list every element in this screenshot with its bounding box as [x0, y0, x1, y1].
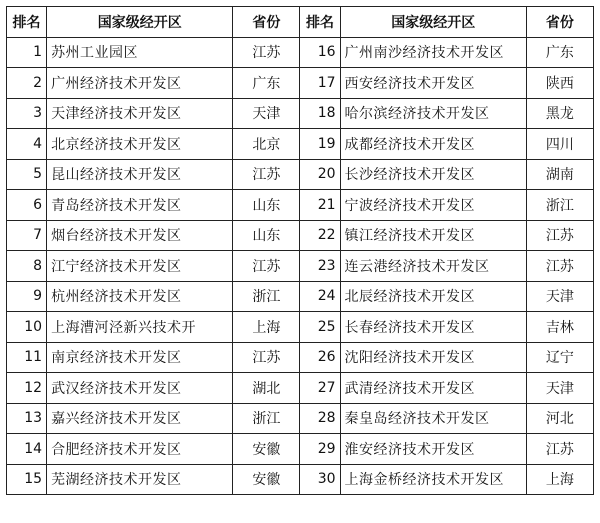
rank-cell-left: 2	[7, 68, 47, 99]
province-cell-right: 浙江	[526, 190, 593, 221]
rank-cell-right: 30	[300, 464, 340, 495]
province-cell-left: 江苏	[233, 251, 300, 282]
zone-cell-right: 镇江经济技术开发区	[340, 220, 526, 251]
zone-cell-right: 长沙经济技术开发区	[340, 159, 526, 190]
table-row	[7, 129, 594, 160]
zone-cell-left: 南京经济技术开发区	[47, 342, 233, 373]
province-cell-right: 黑龙	[526, 98, 593, 129]
table-row	[7, 312, 594, 343]
province-cell-left: 上海	[233, 312, 300, 343]
table-row	[7, 37, 594, 68]
province-cell-left: 江苏	[233, 37, 300, 68]
zone-cell-left: 武汉经济技术开发区	[47, 373, 233, 404]
table-row	[7, 373, 594, 404]
province-cell-left: 天津	[233, 98, 300, 129]
zone-cell-left: 嘉兴经济技术开发区	[47, 403, 233, 434]
province-cell-right: 天津	[526, 281, 593, 312]
table-row	[7, 464, 594, 495]
table-row	[7, 190, 594, 221]
zone-cell-left: 江宁经济技术开发区	[47, 251, 233, 282]
header-row	[7, 7, 594, 38]
rank-cell-left: 7	[7, 220, 47, 251]
zone-cell-right: 哈尔滨经济技术开发区	[340, 98, 526, 129]
rank-cell-right: 19	[300, 129, 340, 160]
table-row	[7, 98, 594, 129]
province-cell-left: 江苏	[233, 342, 300, 373]
province-cell-left: 浙江	[233, 281, 300, 312]
zone-cell-left: 烟台经济技术开发区	[47, 220, 233, 251]
province-cell-right: 江苏	[526, 434, 593, 465]
zone-cell-right: 长春经济技术开发区	[340, 312, 526, 343]
zone-cell-right: 宁波经济技术开发区	[340, 190, 526, 221]
rank-cell-right: 27	[300, 373, 340, 404]
rank-cell-right: 18	[300, 98, 340, 129]
province-cell-left: 浙江	[233, 403, 300, 434]
province-cell-left: 北京	[233, 129, 300, 160]
rank-cell-right: 21	[300, 190, 340, 221]
zone-cell-left: 青岛经济技术开发区	[47, 190, 233, 221]
province-cell-right: 四川	[526, 129, 593, 160]
province-cell-right: 广东	[526, 37, 593, 68]
zone-cell-left: 合肥经济技术开发区	[47, 434, 233, 465]
rank-cell-left: 12	[7, 373, 47, 404]
rank-cell-right: 20	[300, 159, 340, 190]
rank-cell-left: 8	[7, 251, 47, 282]
header-rank-right: 排名	[300, 7, 340, 38]
zone-cell-left: 芜湖经济技术开发区	[47, 464, 233, 495]
zone-cell-right: 连云港经济技术开发区	[340, 251, 526, 282]
header-zone-right: 国家级经开区	[340, 7, 526, 38]
zone-cell-left: 天津经济技术开发区	[47, 98, 233, 129]
zone-cell-right: 广州南沙经济技术开发区	[340, 37, 526, 68]
zone-cell-right: 秦皇岛经济技术开发区	[340, 403, 526, 434]
header-zone-left: 国家级经开区	[47, 7, 233, 38]
table-row	[7, 434, 594, 465]
header-province-right: 省份	[526, 7, 593, 38]
rank-cell-left: 5	[7, 159, 47, 190]
table-row	[7, 403, 594, 434]
zone-cell-right: 上海金桥经济技术开发区	[340, 464, 526, 495]
rank-cell-left: 1	[7, 37, 47, 68]
rank-cell-right: 16	[300, 37, 340, 68]
header-province-left: 省份	[233, 7, 300, 38]
province-cell-right: 吉林	[526, 312, 593, 343]
rank-cell-right: 26	[300, 342, 340, 373]
rank-cell-right: 29	[300, 434, 340, 465]
zone-cell-right: 沈阳经济技术开发区	[340, 342, 526, 373]
province-cell-right: 辽宁	[526, 342, 593, 373]
zone-cell-left: 广州经济技术开发区	[47, 68, 233, 99]
rank-cell-left: 3	[7, 98, 47, 129]
rank-cell-right: 23	[300, 251, 340, 282]
zone-cell-right: 成都经济技术开发区	[340, 129, 526, 160]
province-cell-right: 河北	[526, 403, 593, 434]
province-cell-left: 山东	[233, 190, 300, 221]
rank-cell-left: 9	[7, 281, 47, 312]
province-cell-right: 陕西	[526, 68, 593, 99]
province-cell-right: 天津	[526, 373, 593, 404]
rank-cell-left: 6	[7, 190, 47, 221]
province-cell-right: 江苏	[526, 251, 593, 282]
table-row	[7, 251, 594, 282]
zone-cell-right: 武清经济技术开发区	[340, 373, 526, 404]
rank-cell-right: 24	[300, 281, 340, 312]
province-cell-left: 江苏	[233, 159, 300, 190]
header-rank-left: 排名	[7, 7, 47, 38]
rank-cell-left: 10	[7, 312, 47, 343]
rank-cell-left: 4	[7, 129, 47, 160]
table-row	[7, 68, 594, 99]
rank-cell-left: 14	[7, 434, 47, 465]
zone-cell-right: 淮安经济技术开发区	[340, 434, 526, 465]
province-cell-right: 上海	[526, 464, 593, 495]
zone-cell-left: 昆山经济技术开发区	[47, 159, 233, 190]
zone-cell-right: 北辰经济技术开发区	[340, 281, 526, 312]
table-row	[7, 220, 594, 251]
province-cell-left: 安徽	[233, 464, 300, 495]
zone-cell-left: 苏州工业园区	[47, 37, 233, 68]
table-row	[7, 342, 594, 373]
province-cell-left: 湖北	[233, 373, 300, 404]
rank-cell-right: 28	[300, 403, 340, 434]
province-cell-left: 广东	[233, 68, 300, 99]
zone-cell-left: 北京经济技术开发区	[47, 129, 233, 160]
zone-cell-right: 西安经济技术开发区	[340, 68, 526, 99]
zone-cell-left: 杭州经济技术开发区	[47, 281, 233, 312]
zone-cell-left: 上海漕河泾新兴技术开	[47, 312, 233, 343]
ranking-table	[6, 6, 594, 495]
rank-cell-right: 25	[300, 312, 340, 343]
province-cell-right: 湖南	[526, 159, 593, 190]
table-row	[7, 159, 594, 190]
province-cell-left: 安徽	[233, 434, 300, 465]
rank-cell-right: 22	[300, 220, 340, 251]
rank-cell-left: 13	[7, 403, 47, 434]
province-cell-right: 江苏	[526, 220, 593, 251]
rank-cell-right: 17	[300, 68, 340, 99]
rank-cell-left: 11	[7, 342, 47, 373]
table-row	[7, 281, 594, 312]
province-cell-left: 山东	[233, 220, 300, 251]
rank-cell-left: 15	[7, 464, 47, 495]
